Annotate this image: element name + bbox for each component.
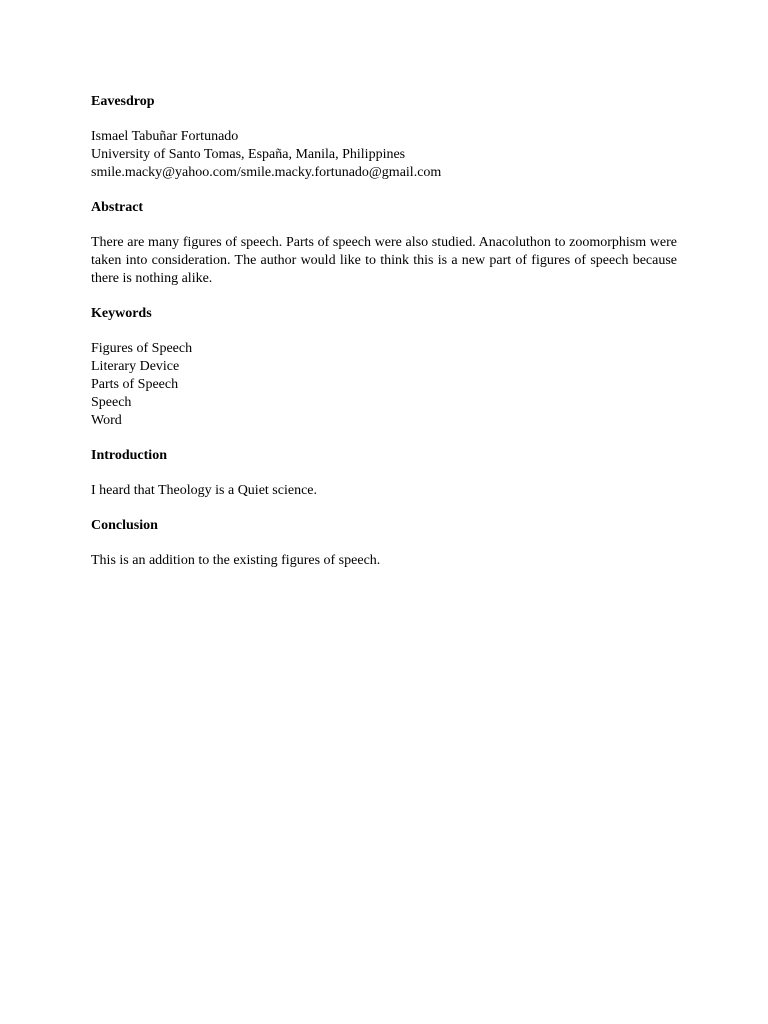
keyword-item: Literary Device — [91, 359, 180, 374]
keywords-heading: Keywords — [91, 306, 152, 321]
author-affiliation: University of Santo Tomas, España, Manila, Philippines — [91, 147, 406, 162]
author-email: smile.macky@yahoo.com/smile.macky.fortunado@gmail.com — [91, 165, 442, 180]
keyword-item: Word — [91, 413, 122, 428]
introduction-text: I heard that Theology is a Quiet science. — [91, 483, 317, 498]
author-block — [91, 128, 677, 182]
keyword-item: Parts of Speech — [91, 377, 179, 392]
conclusion-text: This is an addition to the existing figures of speech. — [91, 553, 381, 568]
abstract-heading: Abstract — [91, 200, 144, 215]
keyword-item: Figures of Speech — [91, 341, 193, 356]
author-name: Ismael Tabuñar Fortunado — [91, 129, 239, 144]
introduction-heading: Introduction — [91, 448, 167, 463]
keywords-list — [91, 340, 677, 430]
abstract-text: There are many figures of speech. Parts of speech were also studied. Anacoluthon to zoomorphism were taken into consideration. The author would like to think this is a new part of figures of speech because there is nothing alike. — [91, 235, 677, 286]
conclusion-heading: Conclusion — [91, 518, 158, 533]
keyword-item: Speech — [91, 395, 132, 410]
paper-title: Eavesdrop — [91, 94, 155, 109]
